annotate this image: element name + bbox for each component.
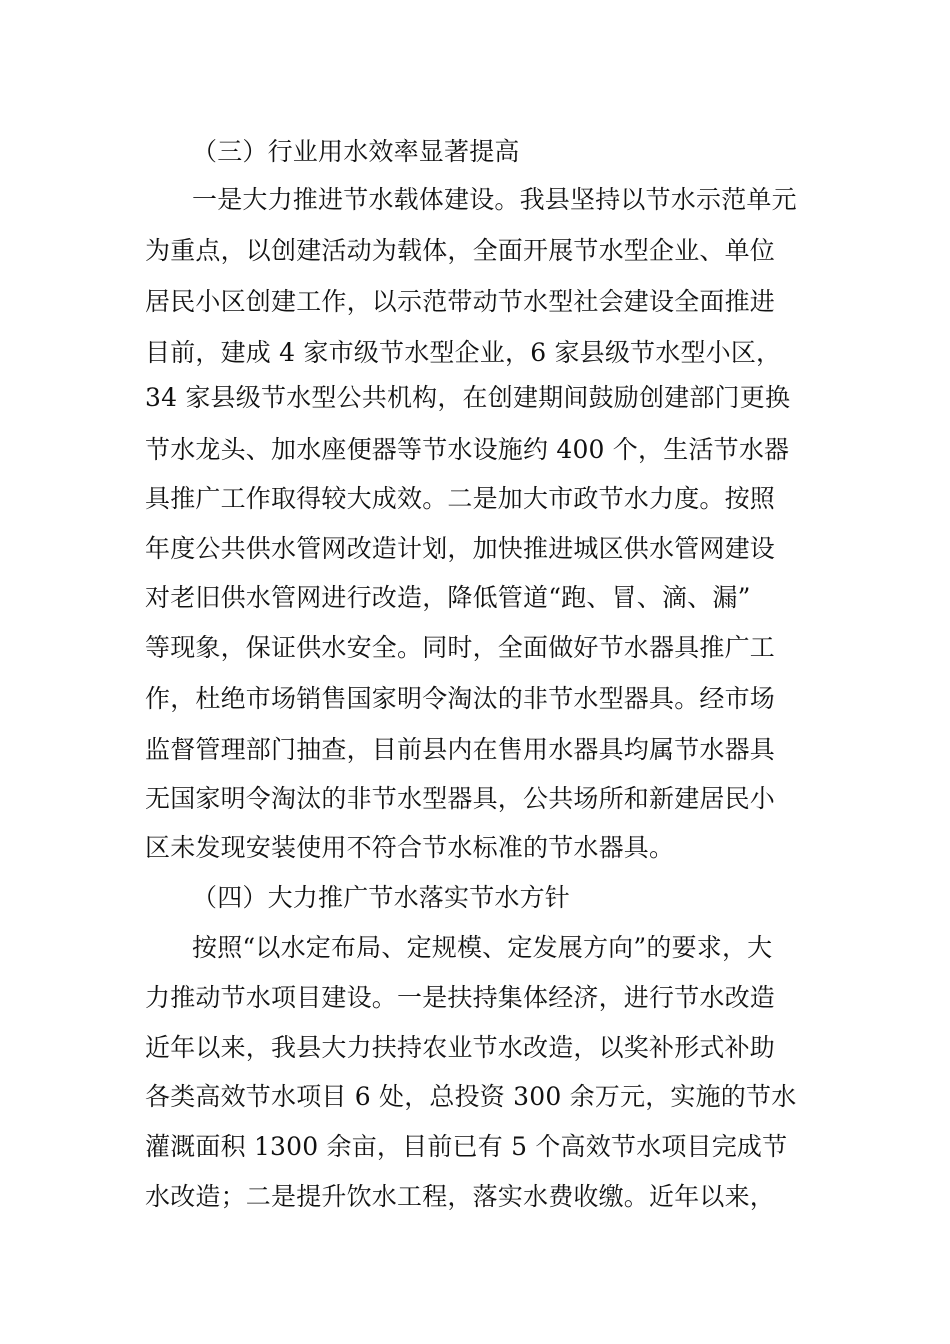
paragraph-line: 等现象，保证供水安全。同时，全面做好节水器具推广工	[145, 633, 776, 662]
paragraph-line: 按照“以水定布局、定规模、定发展方向”的要求，大	[192, 933, 773, 962]
paragraph-line: 一是大力推进节水载体建设。我县坚持以节水示范单元	[192, 185, 797, 214]
paragraph-line: 无国家明令淘汰的非节水型器具，公共场所和新建居民小	[145, 784, 776, 813]
paragraph-line: 作，杜绝市场销售国家明令淘汰的非节水型器具。经市场	[145, 684, 776, 713]
section-heading-3: （三）行业用水效率显著提高	[192, 137, 520, 166]
paragraph-line: 水改造；二是提升饮水工程，落实水费收缴。近年以来，	[145, 1182, 776, 1211]
paragraph-line: 对老旧供水管网进行改造，降低管道“跑、冒、滴、漏”	[145, 583, 751, 612]
paragraph-line: 居民小区创建工作，以示范带动节水型社会建设全面推进	[145, 287, 776, 316]
paragraph-line: 各类高效节水项目 6 处，总投资 300 余万元，实施的节水	[145, 1082, 797, 1111]
paragraph-line: 为重点，以创建活动为载体，全面开展节水型企业、单位	[145, 236, 776, 265]
paragraph-line: 力推动节水项目建设。一是扶持集体经济，进行节水改造	[145, 983, 776, 1012]
paragraph-line: 34 家县级节水型公共机构，在创建期间鼓励创建部门更换	[145, 383, 791, 412]
paragraph-line: 近年以来，我县大力扶持农业节水改造，以奖补形式补助	[145, 1033, 776, 1062]
paragraph-line: 灌溉面积 1300 余亩，目前已有 5 个高效节水项目完成节	[145, 1132, 788, 1161]
paragraph-line: 具推广工作取得较大成效。二是加大市政节水力度。按照	[145, 484, 776, 513]
paragraph-line: 节水龙头、加水座便器等节水设施约 400 个，生活节水器	[145, 435, 790, 464]
paragraph-line: 区未发现安装使用不符合节水标准的节水器具。	[145, 833, 675, 862]
paragraph-line: 监督管理部门抽查，目前县内在售用水器具均属节水器具	[145, 735, 776, 764]
paragraph-line: 目前，建成 4 家市级节水型企业，6 家县级节水型小区，	[145, 338, 782, 367]
section-heading-4: （四）大力推广节水落实节水方针	[192, 883, 571, 912]
paragraph-line: 年度公共供水管网改造计划，加快推进城区供水管网建设	[145, 534, 776, 563]
